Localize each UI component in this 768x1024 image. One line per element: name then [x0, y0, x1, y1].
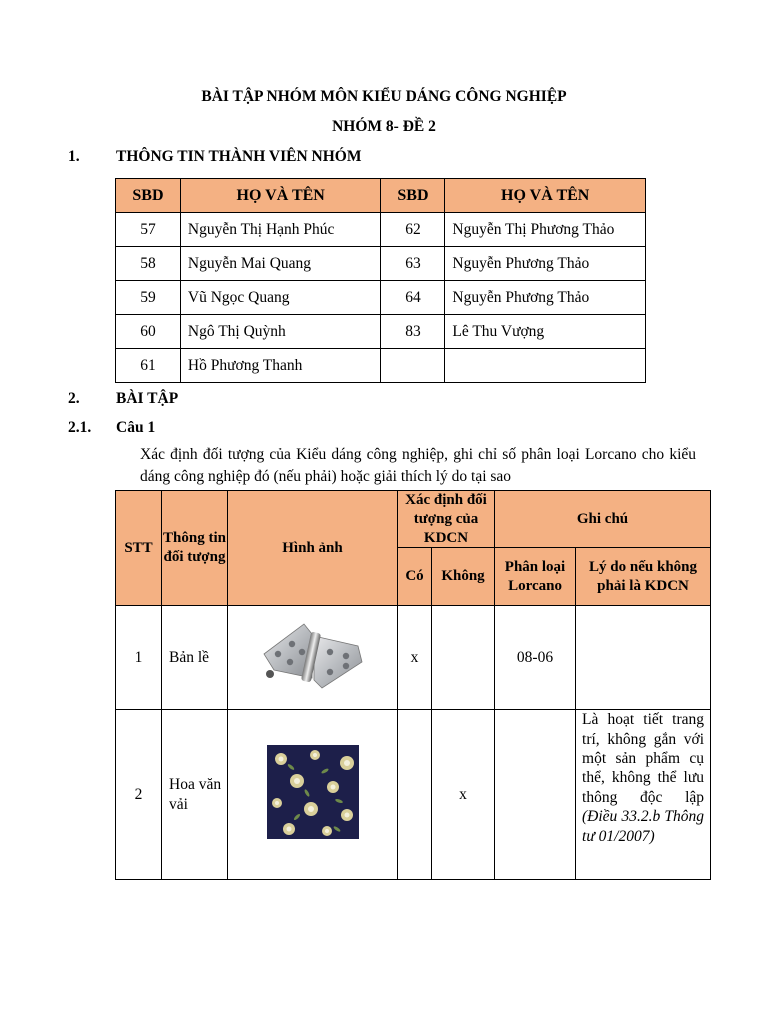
header-reason: Lý do nếu không phải là KDCN	[576, 548, 711, 606]
lorcano-cell	[495, 710, 576, 880]
sbd-cell: 83	[381, 315, 445, 349]
question-text: Xác định đối tượng của Kiểu dáng công nghiệp, ghi chỉ số phân loại Lorcano cho kiểu dáng công nghiệp đó (nếu phải) hoặc giải thích lý do tại sao	[140, 446, 696, 486]
members-table	[115, 178, 646, 383]
table-row	[116, 213, 646, 247]
sbd-cell: 59	[116, 281, 181, 315]
name-cell: Nguyễn Phương Thảo	[445, 281, 646, 315]
header-yes: Có	[398, 548, 432, 606]
name-cell: Lê Thu Vượng	[445, 315, 646, 349]
document-title: BÀI TẬP NHÓM MÔN KIỂU DÁNG CÔNG NGHIỆP	[201, 88, 567, 105]
header-info: Thông tin đối tượng	[162, 491, 228, 606]
image-cell	[228, 606, 398, 710]
sbd-cell: 63	[381, 247, 445, 281]
name-cell	[445, 349, 646, 383]
name-cell: Nguyễn Phương Thảo	[445, 247, 646, 281]
sbd-cell: 64	[381, 281, 445, 315]
name-cell: Nguyễn Mai Quang	[180, 247, 381, 281]
members-header-row	[116, 179, 646, 213]
table-row	[116, 349, 646, 383]
yes-cell: x	[398, 606, 432, 710]
section-2-number: 2.	[68, 390, 80, 407]
sbd-cell: 57	[116, 213, 181, 247]
table-row	[116, 710, 711, 880]
section-2-1-title: Câu 1	[116, 419, 156, 436]
no-cell: x	[432, 710, 495, 880]
sbd-cell: 60	[116, 315, 181, 349]
object-name-cell: Bản lề	[162, 606, 228, 710]
yes-cell	[398, 710, 432, 880]
reason-cell	[576, 606, 711, 710]
members-header-name-2: HỌ VÀ TÊN	[445, 179, 646, 213]
sbd-cell: 61	[116, 349, 181, 383]
reason-text: Là hoạt tiết trang trí, không gắn với một sản phẩm cụ thể, không thể lưu thông độc lập	[582, 711, 705, 806]
table-row	[116, 247, 646, 281]
floral-fabric-image	[267, 745, 359, 839]
header-image: Hình ảnh	[228, 491, 398, 606]
lorcano-cell: 08-06	[495, 606, 576, 710]
members-header-name-1: HỌ VÀ TÊN	[180, 179, 381, 213]
table-row	[116, 315, 646, 349]
section-1-title: THÔNG TIN THÀNH VIÊN NHÓM	[116, 148, 362, 165]
document-subtitle: NHÓM 8- ĐỀ 2	[332, 118, 436, 135]
section-2-title: BÀI TẬP	[116, 390, 179, 407]
header-lorcano: Phân loại Lorcano	[495, 548, 576, 606]
stt-cell: 1	[116, 606, 162, 710]
header-stt: STT	[116, 491, 162, 606]
table-row	[116, 606, 711, 710]
hinge-image	[260, 618, 366, 692]
members-header-sbd-2: SBD	[381, 179, 445, 213]
name-cell: Vũ Ngọc Quang	[180, 281, 381, 315]
header-determine: Xác định đối tượng của KDCN	[398, 491, 495, 548]
section-1-number: 1.	[68, 148, 80, 165]
stt-cell: 2	[116, 710, 162, 880]
reason-cell	[576, 710, 711, 880]
name-cell: Ngô Thị Quỳnh	[180, 315, 381, 349]
header-no: Không	[432, 548, 495, 606]
table-row	[116, 281, 646, 315]
sbd-cell: 62	[381, 213, 445, 247]
name-cell: Nguyễn Thị Hạnh Phúc	[180, 213, 381, 247]
image-cell	[228, 710, 398, 880]
members-header-sbd-1: SBD	[116, 179, 181, 213]
sbd-cell: 58	[116, 247, 181, 281]
sbd-cell	[381, 349, 445, 383]
no-cell	[432, 606, 495, 710]
name-cell: Hồ Phương Thanh	[180, 349, 381, 383]
reason-citation: (Điều 33.2.b Thông tư 01/2007)	[582, 808, 705, 845]
section-2-1-number: 2.1.	[68, 419, 92, 436]
name-cell: Nguyễn Thị Phương Thảo	[445, 213, 646, 247]
exercise-table	[115, 490, 711, 880]
exercise-header-row-1	[116, 491, 711, 548]
header-notes: Ghi chú	[495, 491, 711, 548]
object-name-cell: Hoa văn vải	[162, 710, 228, 880]
